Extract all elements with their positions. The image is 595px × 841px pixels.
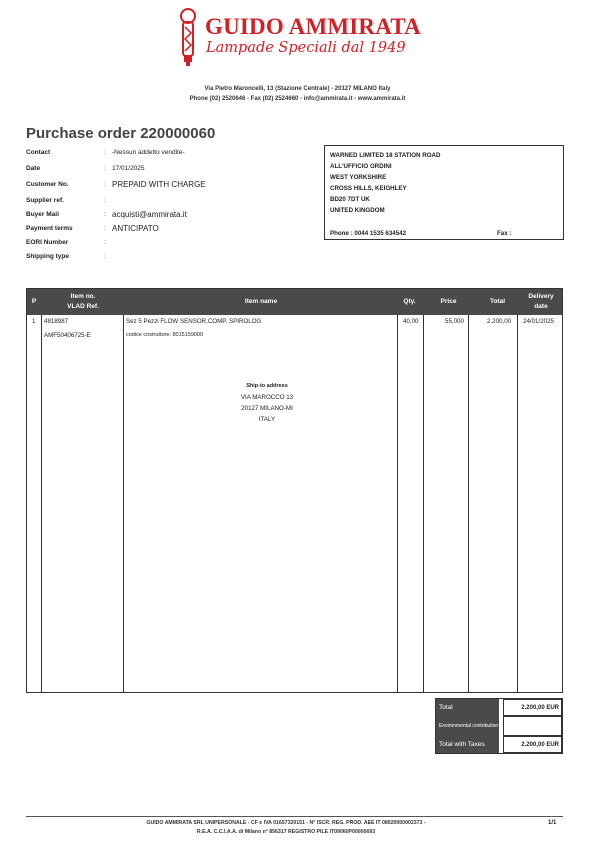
column-divider: [397, 315, 398, 692]
lamp-bulb-icon: [178, 7, 198, 67]
column-divider: [517, 315, 518, 692]
meta-value: -Nessun addetto vendite-: [112, 149, 185, 156]
supplier-line: UNITED KINGDOM: [330, 207, 385, 214]
total-with-taxes-row: [436, 736, 562, 753]
header-item-name: Item name: [244, 298, 278, 305]
meta-value: 17/01/2025: [112, 165, 145, 172]
supplier-address-box: [324, 145, 564, 240]
supplier-line: BD20 7DT UK: [330, 196, 370, 203]
meta-value: acquisti@ammirata.it: [112, 210, 187, 219]
row-item-manufacturer-code: codice costruttore: 8015159000: [126, 332, 204, 338]
total-with-taxes-value: 2.200,00 EUR: [503, 736, 562, 753]
row-price: 55,000: [445, 318, 464, 325]
footer-legal-line-2: R.E.A. C.C.I.A.A. di Milano n° 856317 REGISTRO PILE IT09060P00000693: [196, 829, 376, 835]
supplier-line: WARNED LIMITED 18 STATION ROAD: [330, 152, 441, 159]
table-header: [27, 289, 562, 315]
header-price: Price: [440, 298, 457, 305]
totals-box: [435, 698, 563, 754]
meta-label: Contact: [26, 149, 51, 156]
column-divider: [41, 315, 42, 692]
column-divider: [423, 315, 424, 692]
items-table: [26, 288, 563, 693]
meta-value: ANTICIPATO: [112, 224, 159, 233]
supplier-line: WEST YORKSHIRE: [330, 174, 387, 181]
brand-name: GUIDO AMMIRATA: [205, 14, 421, 39]
column-divider: [123, 315, 124, 692]
ship-to-line: ITALY: [258, 416, 276, 423]
row-item-no: 4818987: [44, 318, 69, 325]
meta-label: Buyer Mail: [26, 211, 59, 218]
company-contact: Phone (02) 2520646 - Fax (02) 2524660 - info@ammirata.it - www.ammirata.it: [189, 96, 406, 102]
meta-value: PREPAID WITH CHARGE: [112, 180, 206, 189]
meta-label: EORI Number: [26, 239, 69, 246]
env-contribution-value: [503, 716, 562, 736]
brand-tagline: Lampade Speciali dal 1949: [206, 40, 406, 56]
header-total: Total: [489, 298, 506, 305]
row-qty: 40,00: [403, 318, 419, 325]
header-item-no: Item no. VLAD Ref.: [67, 293, 99, 310]
row-item-name: Sez 5 Pezzi FLOW SENSOR,COMP. SPIROLOG: [126, 318, 262, 325]
header-p: P: [31, 298, 37, 305]
row-p: 1: [32, 318, 36, 325]
meta-label: Customer No.: [26, 181, 69, 188]
meta-label: Supplier ref.: [26, 197, 64, 204]
ship-to-line: VIA MAROCCO 13: [240, 394, 294, 401]
total-with-taxes-label: Total with Taxes: [436, 736, 499, 753]
env-contribution-label: Environmental contribution: [436, 716, 499, 736]
supplier-line: ALL'UFFICIO ORDINI: [330, 163, 392, 170]
meta-label: Payment terms: [26, 225, 73, 232]
company-address: Via Pietro Maroncelli, 13 (Stazione Centrale) - 20127 MILANO Italy: [204, 86, 391, 92]
row-delivery-date: 24/01/2025: [523, 318, 554, 325]
header-delivery-date: Delivery date: [528, 293, 554, 310]
footer-divider: [26, 816, 563, 817]
ship-to-heading: Ship-to address: [246, 383, 288, 389]
footer-legal-line-1: GUIDO AMMIRATA SRL UNIPERSONALE - CF e IVA 01657320151 - N° ISCR. REG. PROD. AEE IT 08020000002373 -: [146, 820, 426, 826]
ship-to-address: [177, 381, 357, 425]
page-number: 1/1: [548, 820, 557, 826]
column-divider: [468, 315, 469, 692]
ship-to-line: 20127 MILANO-MI: [241, 405, 293, 412]
header-qty: Qty.: [403, 298, 416, 305]
supplier-fax: Fax :: [497, 230, 512, 237]
meta-label: Shipping type: [26, 253, 69, 260]
total-value: 2.200,00 EUR: [503, 699, 562, 716]
document-title: Purchase order 220000060: [26, 125, 216, 142]
row-total: 2.200,00: [487, 318, 512, 325]
supplier-line: CROSS HILLS, KEIGHLEY: [330, 185, 407, 192]
row-vlad-ref: AMF50406725-E: [44, 332, 91, 339]
supplier-phone: Phone : 0044 1535 634542: [330, 230, 407, 237]
meta-label: Date: [26, 165, 41, 172]
total-row: [436, 699, 562, 716]
total-label: Total: [436, 699, 499, 716]
env-contribution-row: [436, 716, 562, 736]
